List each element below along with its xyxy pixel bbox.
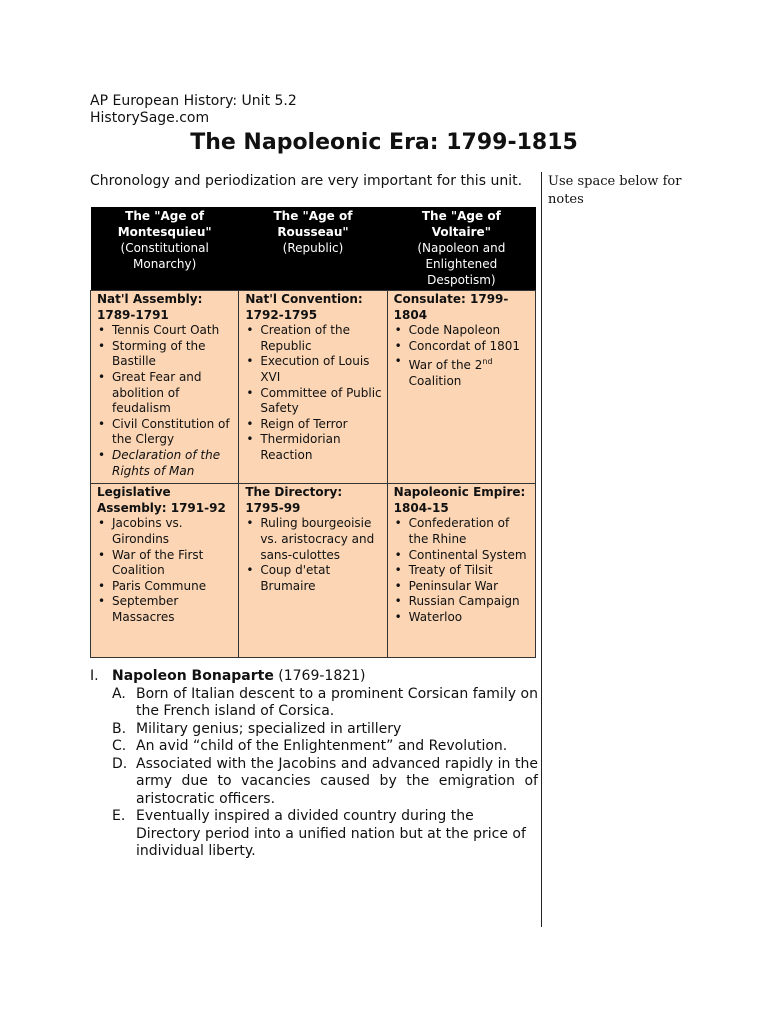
list-item: • Declaration of the Rights of Man (97, 448, 234, 479)
cell-directory (239, 484, 387, 658)
item-text: Military genius; specialized in artillery (136, 720, 402, 737)
list-item: • Storming of the Bastille (97, 339, 234, 370)
course-title: AP European History: Unit 5.2 (90, 93, 297, 109)
list-item: • Paris Commune (97, 579, 234, 595)
outline-item (112, 721, 538, 739)
cell-national-convention (239, 291, 387, 484)
item-text: An avid “child of the Enlightenment” and Revolution. (136, 738, 508, 754)
cell-title: Consulate: 1799-1804 (393, 292, 509, 322)
cell-title: Nat'l Assembly: 1789-1791 (97, 292, 203, 322)
list-item: • Civil Constitution of the Clergy (97, 417, 234, 448)
list-item: • Tennis Court Oath (97, 323, 234, 339)
outline-item (112, 738, 538, 756)
list-item: • Continental System (394, 548, 531, 564)
era-sub: (Republic) (282, 241, 344, 255)
notes-label: Use space below for notes (548, 174, 682, 207)
list-item: • Reign of Terror (245, 417, 382, 433)
outline-section (90, 668, 538, 861)
event-list (97, 516, 234, 625)
list-item: • Committee of Public Safety (245, 386, 382, 417)
list-item: • War of the First Coalition (97, 548, 234, 579)
era-label: The "Age of Montesquieu" (117, 209, 212, 239)
item-letter: B. (112, 720, 127, 737)
list-item: • September Massacres (97, 594, 234, 625)
list-item: • Russian Campaign (394, 594, 531, 610)
document-header (90, 93, 297, 127)
list-item: • Coup d'etat Brumaire (245, 563, 382, 594)
list-item: • Execution of Louis XVI (245, 354, 382, 385)
table-row (91, 484, 536, 658)
list-item: • Thermidorian Reaction (245, 432, 382, 463)
source-site: HistorySage.com (90, 110, 210, 126)
list-item-text: Coalition (408, 373, 462, 388)
list-item: • Jacobins vs. Girondins (97, 516, 234, 547)
cell-consulate (387, 291, 535, 484)
list-item (394, 354, 531, 389)
list-item: • Confederation of the Rhine (394, 516, 531, 547)
list-item: • Concordat of 1801 (394, 339, 531, 355)
event-list (394, 323, 531, 389)
item-letter: A. (112, 685, 126, 702)
list-item: • Great Fear and abolition of feudalism (97, 370, 234, 417)
header-voltaire (387, 207, 535, 291)
roman-numeral: I. (90, 668, 99, 684)
list-item: • Creation of the Republic (245, 323, 382, 354)
event-list (245, 516, 382, 594)
cell-title: Nat'l Convention: 1792-1795 (245, 292, 363, 322)
section-heading: Napoleon Bonaparte (112, 668, 274, 684)
era-label: The "Age of Voltaire" (421, 209, 501, 239)
cell-title: Napoleonic Empire: 1804-15 (393, 485, 526, 515)
list-item-text: War of the 2 (408, 358, 483, 373)
outline-heading (90, 668, 538, 686)
cell-title: Legislative Assembly: 1791-92 (97, 485, 226, 515)
table-row (91, 291, 536, 484)
cell-napoleonic-empire (387, 484, 535, 658)
list-item: • Code Napoleon (394, 323, 531, 339)
era-sub: (Napoleon and Enlightened Despotism) (417, 241, 506, 287)
item-letter: E. (112, 808, 126, 824)
list-item: • Treaty of Tilsit (394, 563, 531, 579)
era-label: The "Age of Rousseau" (273, 209, 353, 239)
cell-national-assembly (91, 291, 239, 484)
chronology-table (90, 207, 536, 658)
event-list (394, 516, 531, 625)
item-text: Born of Italian descent to a prominent Corsican family on the French island of Corsica. (136, 685, 538, 719)
outline-item (112, 756, 538, 809)
notes-divider (541, 172, 542, 927)
page-title: The Napoleonic Era: 1799-1815 (190, 130, 578, 155)
list-item: • Ruling bourgeoisie vs. aristocracy and sans-culottes (245, 516, 382, 563)
event-list (97, 323, 234, 479)
item-text: Eventually inspired a divided country during the Directory period into a unified nation but at the price of individual liberty. (136, 808, 526, 859)
item-text: Associated with the Jacobins and advanced rapidly in the army due to vacancies caused by the emigration of aristocratic officers. (136, 755, 538, 807)
header-rousseau (239, 207, 387, 291)
section-dates: (1769-1821) (278, 668, 366, 684)
outline-item (112, 808, 538, 861)
table-header-row (91, 207, 536, 291)
list-item: • Peninsular War (394, 579, 531, 595)
event-list (245, 323, 382, 463)
era-sub: (Constitutional Monarchy) (120, 241, 209, 271)
cell-title: The Directory: 1795-99 (245, 485, 343, 515)
item-letter: C. (112, 738, 127, 754)
ordinal-suffix: nd (482, 357, 493, 367)
outline-item (112, 686, 538, 721)
cell-legislative-assembly (91, 484, 239, 658)
list-item: • Waterloo (394, 610, 531, 626)
intro-text: Chronology and periodization are very important for this unit. (90, 173, 523, 189)
header-montesquieu (91, 207, 239, 291)
outline-list (90, 686, 538, 861)
item-letter: D. (112, 755, 128, 772)
